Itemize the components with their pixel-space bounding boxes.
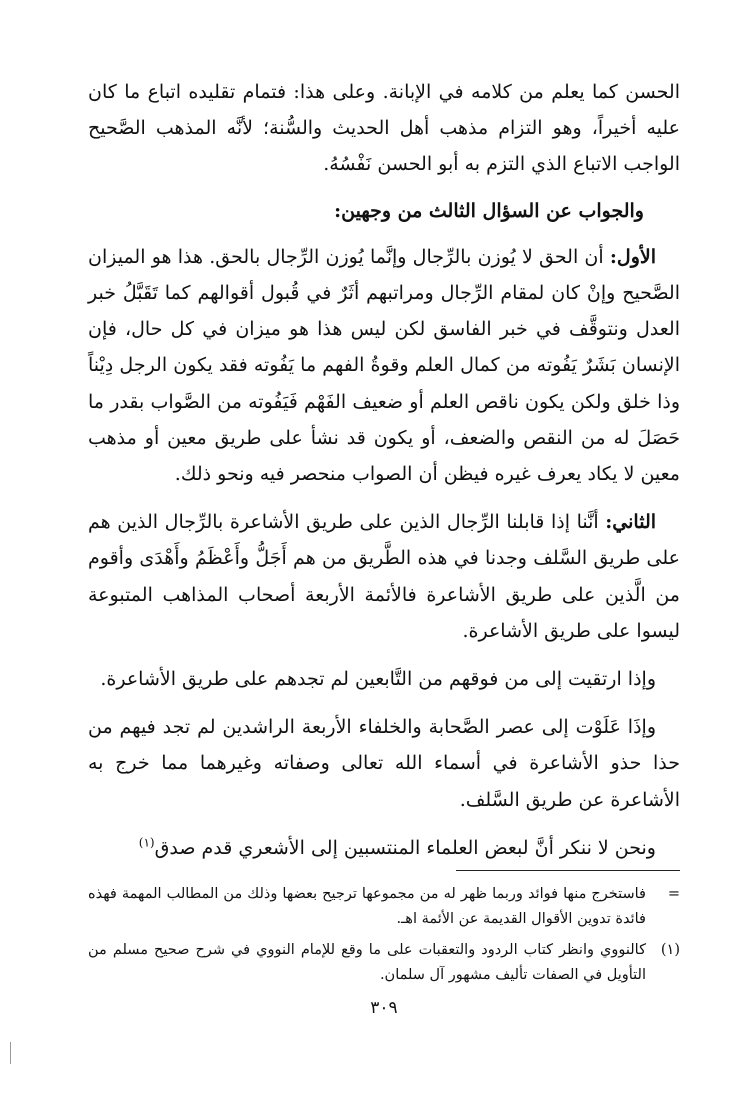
scan-margin-mark	[10, 1042, 11, 1064]
main-text	[88, 74, 680, 866]
footnote-item	[88, 882, 680, 932]
footnotes	[88, 882, 680, 994]
second-point-text: أنَّنا إذا قابلنا الرِّجال الذين على طريق الأشاعرة بالرِّجال الذين هم على طريق السَّلف وجدنا في هذه الطَّريق من هم أَجَلُّ وأَعْظَمُ وأَهْدَى وأقوم من الَّذين على طريق الأشاعرة فالأئمة الأربعة أصحاب المذاهب المتبوعة ليسوا على طريق الأشاعرة.	[88, 511, 680, 642]
first-point-label: الأول:	[609, 245, 656, 268]
paragraph-final	[88, 830, 680, 866]
section-heading: والجواب عن السؤال الثالث من وجهين:	[334, 199, 644, 222]
paragraph-sahaba: وإذَا عَلَوْت إلى عصر الصَّحابة والخلفاء الأربعة الراشدين لم تجد فيهم من حذا حذو الأشاعرة في أسماء الله تعالى وصفاته وغيرهما مما خرج به الأشاعرة عن طريق السَّلف.	[88, 716, 680, 811]
footnote-mark: =	[667, 886, 680, 902]
page-number: ٣٠٩	[370, 998, 398, 1018]
second-point-label: الثاني:	[605, 511, 657, 534]
book-page	[88, 74, 680, 1034]
paragraph-continuation: الحسن كما يعلم من كلامه في الإبانة. وعلى هذا: فتمام تقليده اتباع ما كان عليه أخيراً، وهو التزام مذهب أهل الحديث والسُّنة؛ لأنَّه المذهب الصَّحيح الواجب الاتباع الذي التزم به أبو الحسن نَفْسُهُ.	[88, 81, 680, 176]
footnote-separator	[456, 870, 680, 871]
paragraph-tabieen: وإذا ارتقيت إلى من فوقهم من التَّابعين لم تجدهم على طريق الأشاعرة.	[100, 668, 656, 691]
paragraph-second-point	[88, 504, 680, 649]
footnote-mark: (١)	[660, 942, 680, 958]
footnote-reference-marker: (١)	[138, 835, 155, 850]
paragraph-first-point	[88, 239, 680, 492]
footnote-text: فاستخرج منها فوائد وربما ظهر له من مجموعها ترجيح بعضها وذلك من المطالب المهمة فهذه فائدة تدوين الأقوال القديمة عن الأئمة اهـ.	[88, 886, 646, 927]
footnote-text: كالنووي وانظر كتاب الردود والتعقبات على ما وقع للإمام النووي في شرح صحيح مسلم من التأويل في الصفات تأليف مشهور آل سلمان.	[88, 942, 646, 983]
final-text: ونحن لا ننكر أنَّ لبعض العلماء المنتسبين إلى الأشعري قدم صدق	[154, 836, 656, 859]
footnote-item	[88, 938, 680, 988]
first-point-text: أن الحق لا يُوزن بالرِّجال وإنَّما يُوزن الرِّجال بالحق. هذا هو الميزان الصَّحيح وإنْ كان لمقام الرِّجال ومراتبهم أثَرٌ في قُبول أقوالهم كما تَقَبَّلُ خبر العدل ونتوقَّف في خبر الفاسق لكن ليس هذا هو ميزان في كل حال، فإن الإنسان بَشَرٌ يَفُوته من كمال العلم وقوةُ الفهم ما يَفُوته فقد يكون الرجل دِيْناً وذا خلق ولكن يكون ناقص العلم أو ضعيف الفَهْم فَيَفُوته من الصَّواب بقدر ما حَصَلَ له من النقص والضعف، أو يكون قد نشأ على طريق معين أو مذهب معين لا يكاد يعرف غيره فيظن أن الصواب منحصر فيه ونحو ذلك.	[88, 245, 680, 486]
